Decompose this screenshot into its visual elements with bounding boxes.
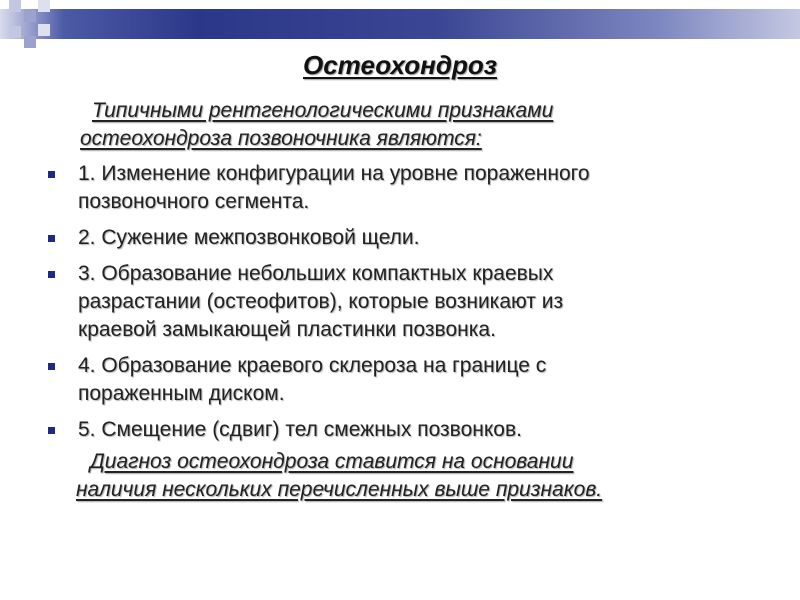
list-item: [48, 160, 748, 216]
list-item: [48, 224, 748, 252]
list-item-line: 2. Сужение межпозвонковой щели.: [78, 226, 420, 249]
list-item: [48, 260, 748, 344]
list-item-line: пораженным диском.: [78, 382, 285, 405]
deco-square: [38, 24, 50, 36]
square-bullet-icon: [48, 363, 55, 370]
list-item-line: 4. Образование краевого склероза на границе с: [78, 354, 547, 377]
intro-line: Типичными рентгенологическими признаками: [92, 99, 554, 122]
slide-title: Остеохондроз: [303, 50, 497, 80]
list-item-line: краевой замыкающей пластинки позвонка.: [78, 318, 496, 341]
deco-square: [9, 0, 21, 12]
list-item-line: 5. Смещение (сдвиг) тел смежных позвонков.: [78, 418, 522, 441]
deco-square: [38, 0, 50, 12]
list-item-line: 1. Изменение конфигурации на уровне пораженного: [78, 162, 590, 185]
list-item-line: 3. Образование небольших компактных краевых: [78, 262, 554, 285]
conclusion-line: Диагноз остеохондроза ставится на основании: [90, 450, 574, 473]
header-bar: [0, 9, 800, 39]
list-item-line: позвоночного сегмента.: [78, 190, 310, 213]
conclusion-text: [76, 448, 766, 504]
list-item-line: разрастании (остеофитов), которые возникают из: [78, 290, 564, 313]
list-item: [48, 352, 748, 408]
deco-square: [9, 26, 21, 38]
list-item: [48, 416, 748, 444]
intro-line: остеохондроза позвоночника являются:: [80, 127, 482, 150]
intro-text: [80, 97, 720, 153]
signs-list: [48, 160, 748, 444]
square-bullet-icon: [48, 235, 55, 242]
conclusion-line: наличия нескольких перечисленных выше признаков.: [76, 478, 603, 501]
deco-square: [24, 36, 36, 48]
deco-square: [24, 10, 36, 22]
square-bullet-icon: [48, 171, 55, 178]
square-bullet-icon: [48, 427, 55, 434]
square-bullet-icon: [48, 271, 55, 278]
